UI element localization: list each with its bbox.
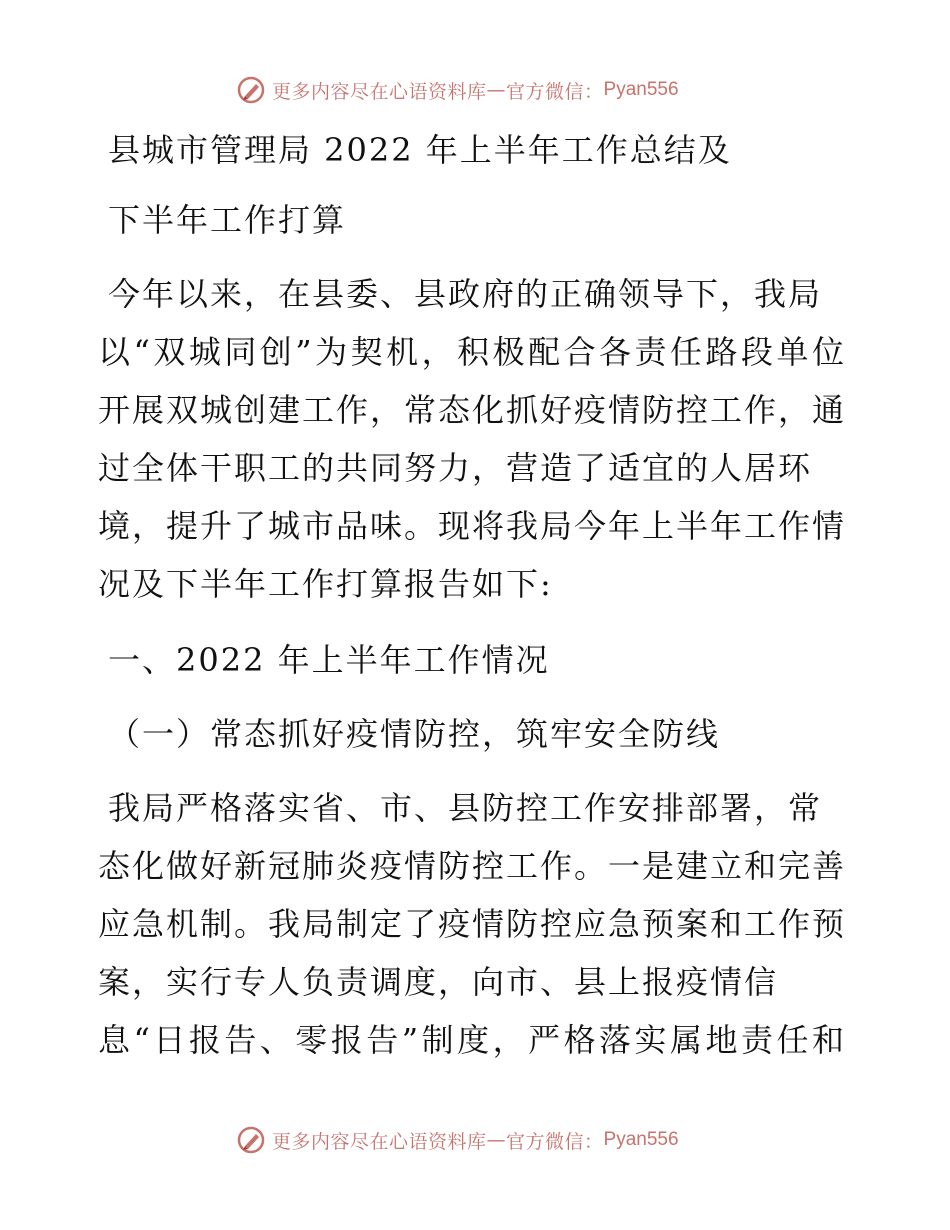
watermark-official: 官方微信： bbox=[506, 80, 604, 103]
watermark-official: 官方微信： bbox=[506, 1130, 604, 1153]
intro-line-5-text: 境，提升了城市品味。现将我局今年上半年工作情 bbox=[98, 507, 847, 545]
intro-line-2-text: 以“双城同创”为契机，积极配合各责任路段单位 bbox=[98, 333, 846, 371]
intro-line-4: 过全体干职工的共同努力，营造了适宜的人居环 bbox=[98, 449, 813, 487]
body-line-1: 我局严格落实省、市、县防控工作安排部署，常 bbox=[108, 789, 823, 827]
pen-logo-icon bbox=[236, 1125, 266, 1155]
pen-logo-icon bbox=[236, 75, 266, 105]
intro-line-5 bbox=[98, 502, 846, 550]
document-title-line-1: 县城市管理局 2022 年上半年工作总结及 bbox=[108, 131, 732, 169]
subsection-heading-1: （一）常态抓好疫情防控，筑牢安全防线 bbox=[108, 715, 721, 753]
watermark-brand: 更多内容尽在心语资料库 bbox=[272, 80, 487, 103]
intro-line-3-text: 开展双城创建工作，常态化抓好疫情防控工作，通 bbox=[98, 391, 847, 429]
body-line-5-text: 息“日报告、零报告”制度，严格落实属地责任和 bbox=[98, 1021, 846, 1059]
intro-line-2 bbox=[98, 328, 846, 376]
watermark-separator: — bbox=[486, 79, 507, 101]
body-line-3 bbox=[98, 900, 846, 948]
watermark-footer bbox=[236, 1122, 716, 1158]
watermark-wechat-id: Pyan556 bbox=[603, 1129, 679, 1150]
intro-line-3 bbox=[98, 386, 846, 434]
watermark-brand: 更多内容尽在心语资料库 bbox=[272, 1130, 487, 1153]
document-title-line-2: 下半年工作打算 bbox=[108, 201, 347, 239]
section-heading-1: 一、2022 年上半年工作情况 bbox=[108, 641, 550, 679]
body-line-3-text: 应急机制。我局制定了疫情防控应急预案和工作预 bbox=[98, 905, 847, 943]
body-line-2 bbox=[98, 842, 846, 890]
watermark-header bbox=[236, 72, 716, 108]
body-line-5 bbox=[98, 1016, 846, 1064]
watermark-separator: — bbox=[486, 1129, 507, 1151]
body-line-4: 案，实行专人负责调度，向市、县上报疫情信 bbox=[98, 963, 779, 1001]
body-line-2-text: 态化做好新冠肺炎疫情防控工作。一是建立和完善 bbox=[98, 847, 847, 885]
watermark-wechat-id: Pyan556 bbox=[603, 79, 679, 100]
intro-line-6: 况及下半年工作打算报告如下: bbox=[98, 565, 553, 603]
intro-line-1: 今年以来，在县委、县政府的正确领导下，我局 bbox=[108, 275, 823, 313]
